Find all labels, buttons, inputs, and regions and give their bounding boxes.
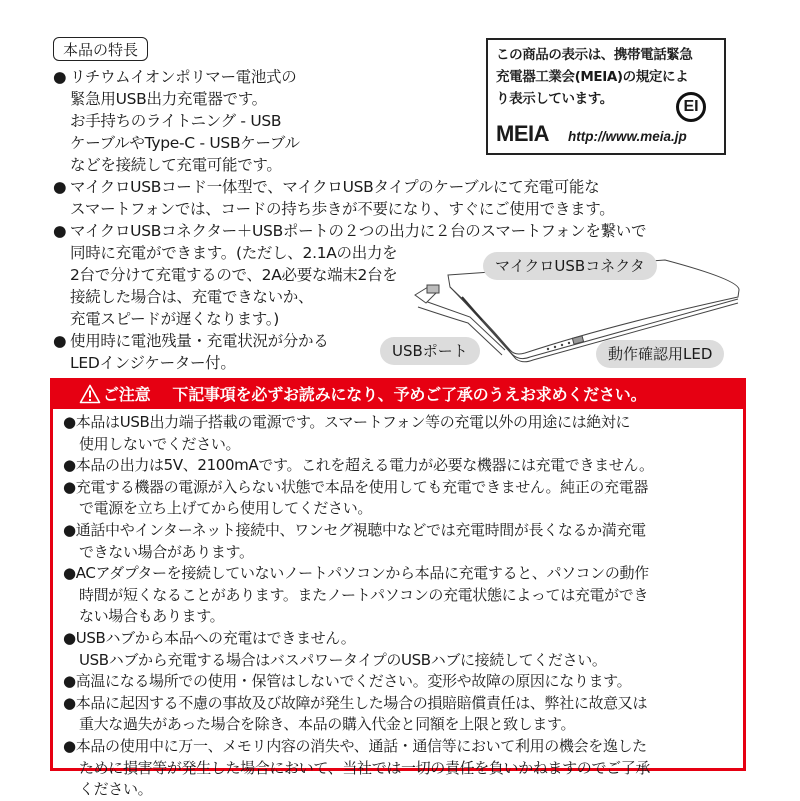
feature-line: スマートフォンでは、コードの持ち歩きが不要になり、すぐにご使用できます。	[70, 200, 615, 218]
bullet-icon: ●	[53, 332, 67, 350]
feature-item	[53, 330, 328, 374]
caution-title: ご注意	[103, 385, 151, 404]
features-header-badge: 本品の特長	[53, 37, 148, 61]
caution-line: 本品はUSB出力端子搭載の電源です。スマートフォン等の充電以外の用途には絶対に	[75, 413, 631, 431]
caution-line: ために損害等が発生した場合において、当社では一切の責任を負いかねますのでご了承	[79, 758, 651, 777]
bullet-icon: ●	[63, 693, 76, 712]
caution-line: 高温になる場所での使用・保管はしないでください。変形や故障の原因になります。	[75, 672, 632, 691]
label-usb-port: USBポート	[380, 337, 480, 365]
caution-line: 重大な過失があった場合を除き、本品の購入代金と同額を上限と致します。	[79, 715, 576, 734]
caution-box	[50, 378, 746, 799]
caution-item	[63, 412, 743, 455]
feature-line: LEDインジケーター付。	[70, 354, 236, 372]
meia-notice-line: 充電器工業会(MEIA)の規定によ	[496, 69, 689, 85]
bullet-icon: ●	[53, 222, 67, 240]
feature-line: リチウムイオンポリマー電池式の	[70, 68, 297, 86]
caution-line: 本品の出力は5V、2100mAです。これを超える電力が必要な機器には充電できません。	[75, 456, 654, 475]
caution-item	[63, 520, 743, 563]
feature-line: 2台で分けて充電するので、2A必要な端末2台を	[70, 266, 398, 284]
meia-logo: MEIA	[496, 121, 549, 146]
bullet-icon: ●	[63, 477, 76, 496]
feature-line: マイクロUSBコード一体型で、マイクロUSBタイプのケーブルにて充電可能な	[70, 178, 600, 196]
bullet-icon: ●	[63, 628, 76, 647]
bullet-icon: ●	[63, 564, 76, 583]
caution-line: ください。	[79, 780, 153, 799]
feature-line: 緊急用USB出力充電器です。	[70, 90, 267, 108]
feature-line: マイクロUSBコネクター＋USBポートの２つの出力に２台のスマートフォンを繋いで	[70, 222, 647, 240]
label-led: 動作確認用LED	[596, 340, 724, 368]
caution-subtitle: 下記事項を必ずお読みになり、予めご了承のうえお求めください。	[172, 385, 647, 404]
feature-line: などを接続して充電可能です。	[70, 156, 282, 174]
caution-item	[63, 455, 743, 477]
meia-notice-line: この商品の表示は、携帯電話緊急	[496, 47, 693, 63]
feature-line: 使用時に電池残量・充電状況が分かる	[70, 332, 329, 350]
bullet-icon: ●	[63, 520, 76, 539]
bullet-icon: ●	[63, 456, 76, 475]
feature-line: お手持ちのライトニング - USB	[70, 112, 282, 130]
bullet-icon: ●	[53, 68, 67, 86]
warning-triangle-icon	[79, 384, 101, 404]
bullet-icon: ●	[63, 413, 76, 431]
caution-item	[63, 671, 743, 693]
caution-item	[63, 563, 743, 628]
caution-line: 本品の使用中に万一、メモリ内容の消失や、通話・通信等において利用の機会を逸した	[75, 736, 647, 755]
ei-mark-icon: EI	[676, 92, 706, 122]
caution-line: 時間が短くなることがあります。またノートパソコンの充電状態によっては充電ができ	[79, 585, 649, 604]
caution-list	[53, 409, 743, 801]
caution-line: USBハブから本品への充電はできません。	[75, 628, 356, 647]
caution-item	[63, 477, 743, 520]
caution-item	[63, 736, 743, 801]
caution-line: USBハブから充電する場合はバスパワータイプのUSBハブに接続してください。	[79, 650, 607, 669]
caution-header	[53, 381, 743, 409]
feature-item	[53, 66, 300, 176]
caution-line: 本品に起因する不慮の事故及び故障が発生した場合の損賠賠償責任は、弊社に故意又は	[75, 693, 648, 712]
feature-line: 接続した場合は、充電できないか、	[70, 288, 314, 306]
caution-line: で電源を立ち上げてから使用してください。	[79, 499, 373, 518]
feature-line: 同時に充電ができます。(ただし、2.1Aの出力を	[70, 244, 398, 262]
label-micro-usb-connector: マイクロUSBコネクタ	[483, 252, 657, 280]
caution-line: ACアダプターを接続していないノートパソコンから本品に充電すると、パソコンの動作	[75, 564, 649, 583]
caution-line: できない場合があります。	[79, 542, 254, 561]
meia-notice-line: り表示しています。	[496, 91, 613, 107]
caution-line: ない場合もあります。	[79, 607, 225, 626]
feature-line: ケーブルやType-C - USBケーブル	[70, 134, 300, 152]
bullet-icon: ●	[53, 178, 67, 196]
meia-notice-box	[486, 38, 726, 155]
bullet-icon: ●	[63, 672, 76, 691]
bullet-icon: ●	[63, 736, 76, 755]
meia-url: http://www.meia.jp	[568, 129, 687, 144]
caution-line: 使用しないでください。	[79, 434, 241, 453]
feature-item	[53, 176, 614, 220]
caution-line: 通話中やインターネット接続中、ワンセグ視聴中などでは充電時間が長くなるか満充電	[75, 520, 646, 539]
feature-line: 充電スピードが遅くなります。)	[70, 310, 279, 328]
caution-item	[63, 693, 743, 736]
caution-item	[63, 628, 743, 671]
caution-line: 充電する機器の電源が入らない状態で本品を使用しても充電できません。純正の充電器	[75, 477, 649, 496]
